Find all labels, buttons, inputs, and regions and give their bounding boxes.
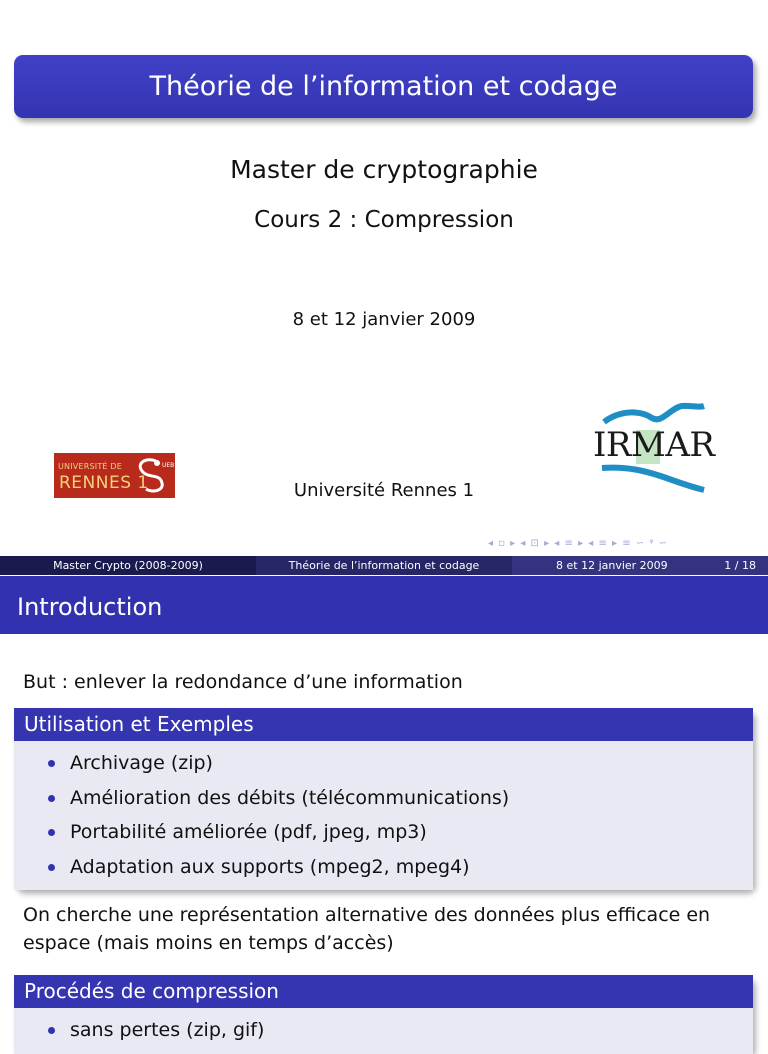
bullet-icon bbox=[48, 1027, 55, 1034]
course-title: Cours 2 : Compression bbox=[254, 207, 514, 233]
presentation-institute: Université Rennes 1 bbox=[293, 480, 475, 501]
footline-date-page bbox=[512, 556, 768, 575]
footline-date: 8 et 12 janvier 2009 bbox=[556, 559, 668, 572]
presentation-title: Théorie de l’information et codage bbox=[14, 55, 753, 118]
irmar-logo-text: IRMAR bbox=[593, 425, 715, 465]
block-body bbox=[14, 741, 753, 890]
block-title: Utilisation et Exemples bbox=[14, 708, 753, 741]
footline-page-number: 1 / 18 bbox=[724, 559, 756, 572]
list-item-text: sans pertes (zip, gif) bbox=[70, 1019, 265, 1041]
svg-text:UEB: UEB bbox=[162, 462, 175, 469]
presentation-subtitle: Master de cryptographie bbox=[230, 155, 538, 184]
rennes-logo-small-text: UNIVERSITÉ DE bbox=[58, 462, 123, 471]
bullet-icon bbox=[48, 795, 55, 802]
block-title: Procédés de compression bbox=[14, 975, 753, 1008]
footline-title: Théorie de l’information et codage bbox=[256, 556, 512, 575]
list-item bbox=[14, 781, 753, 816]
list-item-text: Adaptation aux supports (mpeg2, mpeg4) bbox=[70, 855, 470, 878]
rennes-logo-big-text: RENNES 1 bbox=[59, 473, 149, 493]
list-item-text: Portabilité améliorée (pdf, jpeg, mp3) bbox=[70, 821, 427, 843]
bullet-icon bbox=[48, 760, 55, 767]
goal-text: But : enlever la redondance d’une information bbox=[23, 671, 463, 693]
list-item-text: Archivage (zip) bbox=[70, 752, 213, 774]
list-item bbox=[14, 1013, 753, 1048]
list-item bbox=[14, 850, 753, 885]
block-body bbox=[14, 1008, 753, 1054]
list-item-text: Amélioration des débits (télécommunications) bbox=[70, 786, 510, 809]
slide-footline bbox=[0, 556, 768, 575]
block-usage-examples bbox=[14, 708, 753, 890]
list-item bbox=[14, 746, 753, 781]
beamer-navigation-icons[interactable]: ◂ ▫ ▸ ◂ ⊡ ▸ ◂ ≡ ▸ ◂ ≡ ▸ ≡ ∽ ᵠ ∽ bbox=[488, 538, 669, 549]
list-item bbox=[14, 815, 753, 850]
presentation-date: 8 et 12 janvier 2009 bbox=[292, 309, 476, 330]
paragraph-text: On cherche une représentation alternative des données plus efficace en espace (mais moins en temps d’accès) bbox=[23, 904, 711, 954]
block-compression-methods bbox=[14, 975, 753, 1054]
frame-title: Introduction bbox=[0, 576, 768, 634]
bullet-icon bbox=[48, 829, 55, 836]
bullet-icon bbox=[48, 864, 55, 871]
footline-author: Master Crypto (2008-2009) bbox=[0, 556, 256, 575]
